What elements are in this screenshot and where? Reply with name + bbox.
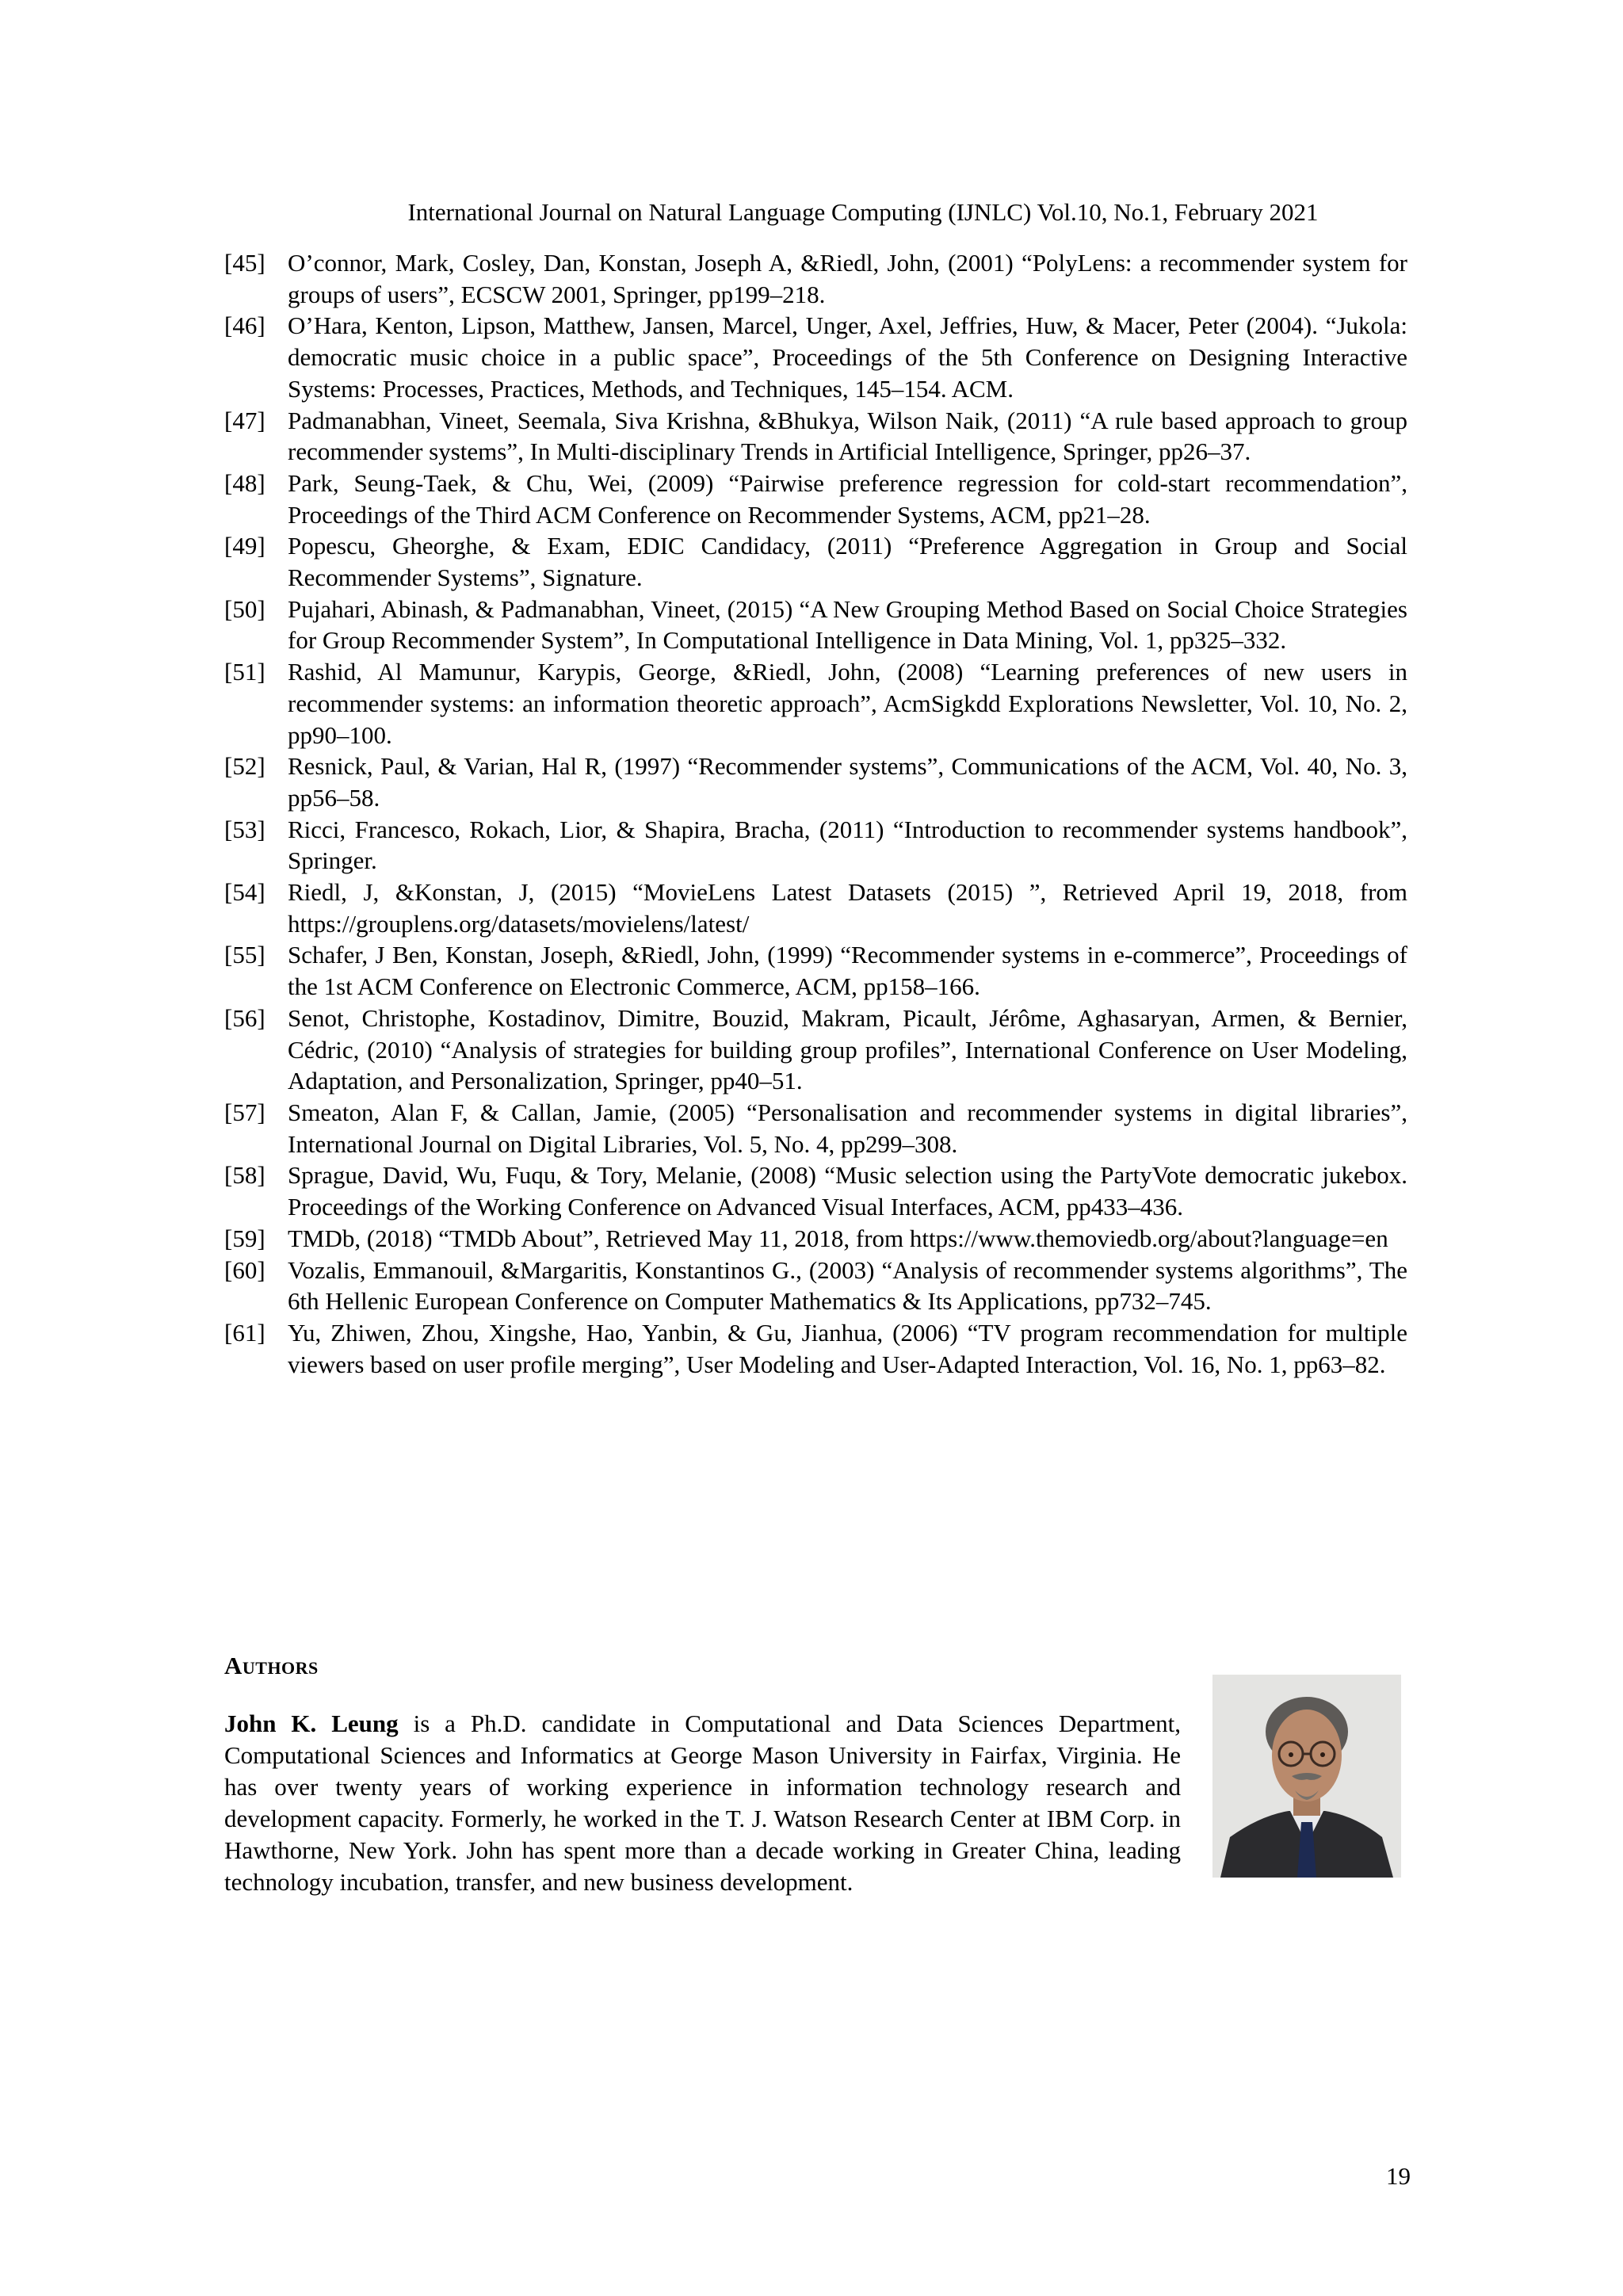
page-number: 19 (1386, 2162, 1411, 2190)
reference-number: [56] (224, 1003, 265, 1032)
reference-item (224, 1317, 1407, 1380)
reference-number: [61] (224, 1318, 265, 1347)
reference-number: [45] (224, 249, 265, 277)
reference-text: Vozalis, Emmanouil, &Margaritis, Konstantinos G., (2003) “Analysis of recommender systems algorithms”, The 6th Hellenic European Conference on Computer Mathematics & Its Applications, pp732–745. (288, 1255, 1407, 1316)
author-bio-text: is a Ph.D. candidate in Computational and Data Sciences Department, Computational Sciences and Informatics at George Mason University in Fairfax, Virginia. He has over twenty years of working experience in information technology research and development capacity. Formerly, he worked in the T. J. Watson Research Center at IBM Corp. in Hawthorne, New York. John has spent more than a decade working in Greater China, leading technology incubation, transfer, and new business development. (224, 1710, 1181, 1896)
reference-text: Rashid, Al Mamunur, Karypis, George, &Riedl, John, (2008) “Learning preferences of new users in recommender systems: an information theoretic approach”, AcmSigkdd Explorations Newsletter, Vol. 10, No. 2, pp90–100. (288, 658, 1407, 749)
reference-item (224, 247, 1407, 310)
reference-number: [51] (224, 658, 265, 686)
reference-item (224, 1255, 1407, 1317)
reference-text: Resnick, Paul, & Varian, Hal R, (1997) “Recommender systems”, Communications of the ACM, Vol. 40, No. 3, pp56–58. (288, 752, 1407, 812)
reference-item (224, 939, 1407, 1002)
reference-number: [58] (224, 1161, 265, 1190)
reference-item (224, 1003, 1407, 1097)
authors-heading: Authors (224, 1652, 319, 1679)
reference-number: [55] (224, 941, 265, 969)
reference-item (224, 468, 1407, 530)
reference-text: Smeaton, Alan F, & Callan, Jamie, (2005) “Personalisation and recommender systems in digital libraries”, International Journal on Digital Libraries, Vol. 5, No. 4, pp299–308. (288, 1098, 1407, 1158)
reference-text: Ricci, Francesco, Rokach, Lior, & Shapira, Bracha, (2011) “Introduction to recommender systems handbook”, Springer. (288, 815, 1407, 875)
reference-item (224, 405, 1407, 468)
reference-item (224, 751, 1407, 813)
reference-number: [47] (224, 406, 265, 434)
reference-number: [54] (224, 878, 265, 907)
reference-text: Park, Seung-Taek, & Chu, Wei, (2009) “Pairwise preference regression for cold-start recommendation”, Proceedings of the Third ACM Conference on Recommender Systems, ACM, pp21–28. (288, 468, 1407, 529)
reference-text: Yu, Zhiwen, Zhou, Xingshe, Hao, Yanbin, & Gu, Jianhua, (2006) “TV program recommendation for multiple viewers based on user profile merging”, User Modeling and User-Adapted Interaction, Vol. 16, No. 1, pp63–82. (288, 1318, 1407, 1378)
reference-text: Senot, Christophe, Kostadinov, Dimitre, Bouzid, Makram, Picault, Jérôme, Aghasaryan, Armen, & Bernier, Cédric, (2010) “Analysis of strategies for building group profiles”, International Conference on User Modeling, Adaptation, and Personalization, Springer, pp40–51. (288, 1003, 1407, 1095)
reference-item (224, 656, 1407, 751)
reference-number: [52] (224, 752, 265, 781)
reference-item (224, 594, 1407, 656)
reference-text: O’connor, Mark, Cosley, Dan, Konstan, Joseph A, &Riedl, John, (2001) “PolyLens: a recommender system for groups of users”, ECSCW 2001, Springer, pp199–218. (288, 249, 1407, 308)
reference-text: Padmanabhan, Vineet, Seemala, Siva Krishna, &Bhukya, Wilson Naik, (2011) “A rule based approach to group recommender systems”, In Multi-disciplinary Trends in Artificial Intelligence, Springer, pp26–37. (288, 406, 1407, 466)
reference-item (224, 1159, 1407, 1222)
reference-text: Popescu, Gheorghe, & Exam, EDIC Candidacy, (2011) “Preference Aggregation in Group and Social Recommender Systems”, Signature. (288, 532, 1407, 592)
reference-text: Riedl, J, &Konstan, J, (2015) “MovieLens Latest Datasets (2015) ”, Retrieved April 19, 2018, from https://grouplens.org/datasets/movielens/latest/ (288, 878, 1407, 938)
reference-text: O’Hara, Kenton, Lipson, Matthew, Jansen, Marcel, Unger, Axel, Jeffries, Huw, & Macer, Peter (2004). “Jukola: democratic music choice in a public space”, Proceedings of the 5th Conference on Designing Interactive Systems: Processes, Practices, Methods, and Techniques, 145–154. ACM. (288, 311, 1407, 403)
author-bio (224, 1708, 1181, 1898)
running-header: International Journal on Natural Language Computing (IJNLC) Vol.10, No.1, February 2021 (407, 198, 1319, 226)
reference-text: Schafer, J Ben, Konstan, Joseph, &Riedl, John, (1999) “Recommender systems in e-commerce”, Proceedings of the 1st ACM Conference on Electronic Commerce, ACM, pp158–166. (288, 941, 1407, 1001)
author-name: John K. Leung (224, 1710, 399, 1737)
reference-item (224, 310, 1407, 404)
reference-text: TMDb, (2018) “TMDb About”, Retrieved May 11, 2018, from https://www.themoviedb.org/about?language=en (288, 1224, 1388, 1252)
reference-item (224, 1097, 1407, 1159)
reference-item (224, 814, 1407, 877)
author-photo (1212, 1675, 1401, 1878)
reference-number: [50] (224, 594, 265, 623)
reference-number: [49] (224, 532, 265, 560)
reference-list (224, 247, 1407, 1380)
reference-item (224, 1223, 1407, 1255)
reference-number: [60] (224, 1255, 265, 1284)
reference-text: Pujahari, Abinash, & Padmanabhan, Vineet, (2015) “A New Grouping Method Based on Social Choice Strategies for Group Recommender System”, In Computational Intelligence in Data Mining, Vol. 1, pp325–332. (288, 594, 1407, 655)
reference-number: [48] (224, 468, 265, 497)
reference-text: Sprague, David, Wu, Fuqu, & Tory, Melanie, (2008) “Music selection using the PartyVote democratic jukebox. Proceedings of the Working Conference on Advanced Visual Interfaces, ACM, pp433–436. (288, 1161, 1407, 1221)
reference-number: [46] (224, 311, 265, 340)
reference-item (224, 877, 1407, 939)
reference-number: [57] (224, 1098, 265, 1126)
reference-number: [53] (224, 815, 265, 843)
reference-number: [59] (224, 1224, 265, 1252)
reference-item (224, 530, 1407, 593)
